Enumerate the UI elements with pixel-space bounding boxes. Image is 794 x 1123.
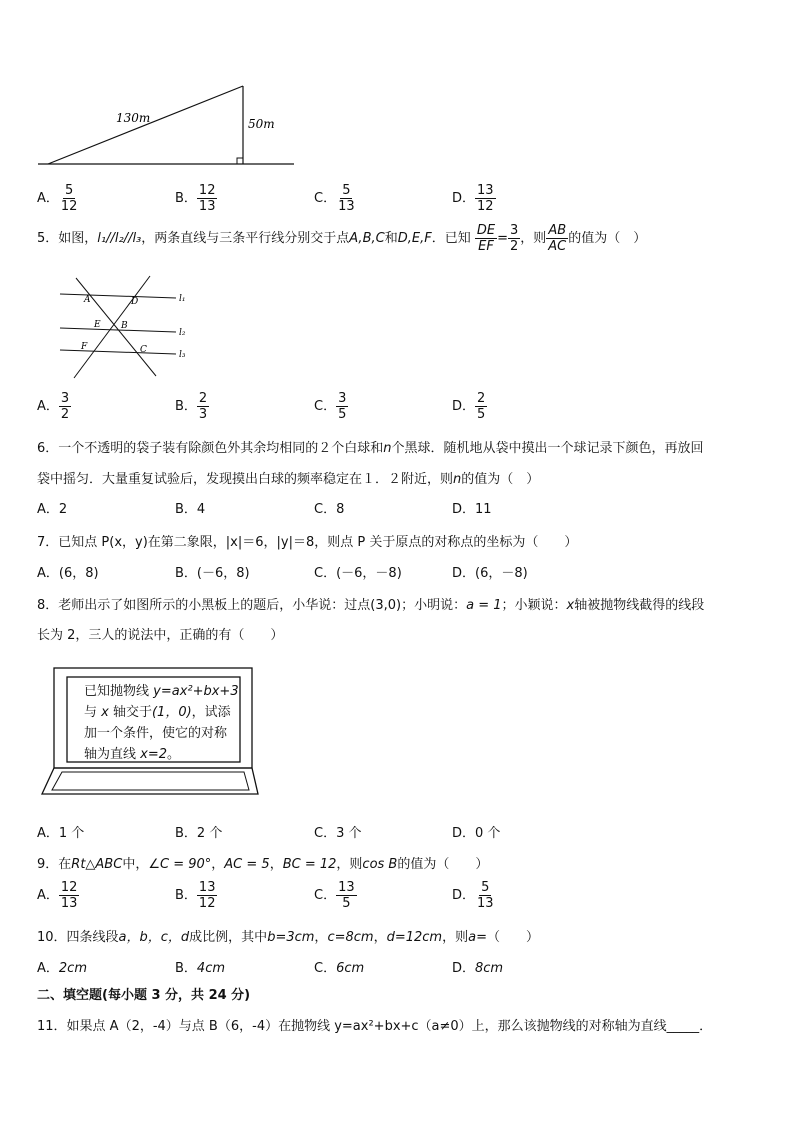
q6-option-b[interactable]: B．4 xyxy=(175,502,206,517)
q6-stem-line2: 袋中摇匀．大量重复试验后，发现摸出白球的频率稳定在１．２附近，则n的值为（ ） xyxy=(37,472,540,487)
q7-option-d[interactable]: D．(6，－8) xyxy=(452,566,528,581)
q8-option-c[interactable]: C．3 个 xyxy=(314,826,362,841)
q4-option-c[interactable]: C． $\frac{5}{13}$ xyxy=(314,183,355,214)
line-l1-label: l₁ xyxy=(179,294,186,304)
point-e-label: E xyxy=(94,320,101,330)
q11-stem: 11．如果点 A（2，-4）与点 B（6，-4）在抛物线 y=ax²+bx+c（a≠0）上，那么该抛物线的对称轴为直线_____． xyxy=(37,1019,713,1034)
section-heading: 二、填空题(每小题 3 分，共 24 分) xyxy=(37,988,251,1003)
q8-stem-line2: 长为 2，三人的说法中，正确的有（ ） xyxy=(37,628,284,643)
point-f-label: F xyxy=(81,342,88,352)
q6-option-d[interactable]: D．11 xyxy=(452,502,492,517)
line-l2-label: l₂ xyxy=(179,328,186,338)
blackboard-text: 已知抛物线 y=ax²+bx+3 与 x 轴交于(1，0)，试添 加一个条件，使它的对称 轴为直线 x=2。 xyxy=(84,684,239,762)
q4-option-d[interactable]: D． $\frac{13}{12}$ xyxy=(452,183,494,214)
q8-option-b[interactable]: B．2 个 xyxy=(175,826,223,841)
parallel-lines-figure xyxy=(52,270,197,382)
q10-stem: 10．四条线段a，b，c，d成比例，其中b=3cm，c=8cm，d=12cm，则a=（ ） xyxy=(37,930,539,945)
q5-option-c[interactable]: C． $\frac{3}{5}$ xyxy=(314,391,347,422)
q4-option-a[interactable]: A． $\frac{5}{12}$ xyxy=(37,183,78,214)
q9-option-b[interactable]: B． $\frac{13}{12}$ xyxy=(175,880,216,911)
line-l3-label: l₃ xyxy=(179,350,186,360)
q9-option-c[interactable]: C． $\frac{13}{5}$ xyxy=(314,880,355,911)
q5-option-a[interactable]: A． $\frac{3}{2}$ xyxy=(37,391,70,422)
point-c-label: C xyxy=(140,345,147,355)
q6-option-c[interactable]: C．8 xyxy=(314,502,345,517)
q7-option-b[interactable]: B．(－6，8) xyxy=(175,566,250,581)
q10-option-b[interactable]: B．4cm xyxy=(175,961,226,976)
q8-option-a[interactable]: A．1 个 xyxy=(37,826,85,841)
q8-stem-line1: 8．老师出示了如图所示的小黑板上的题后，小华说：过点(3,0)；小明说：a = 1；小颖说：x轴被抛物线截得的线段 xyxy=(37,598,705,613)
q10-option-a[interactable]: A．2cm xyxy=(37,961,87,976)
q10-option-d[interactable]: D．8cm xyxy=(452,961,504,976)
q9-stem: 9．在Rt△ABC中，∠C = 90°，AC = 5，BC = 12，则cos B的值为（ ） xyxy=(37,857,489,872)
q5-option-b[interactable]: B． $\frac{2}{3}$ xyxy=(175,391,208,422)
slope-figure xyxy=(36,82,296,172)
q7-option-a[interactable]: A．(6，8) xyxy=(37,566,99,581)
q5-stem: 5．如图，l₁//l₂//l₃，两条直线与三条平行线分别交于点A,B,C和D,E,F．已知 $\frac{DE}{EF}$ = $\frac{3}{2}$ ，则 $\frac{AB}{AC}$ 的值为（ ） xyxy=(37,223,647,254)
point-b-label: B xyxy=(121,321,128,331)
point-d-label: D xyxy=(131,297,139,307)
q10-option-c[interactable]: C．6cm xyxy=(314,961,365,976)
q7-option-c[interactable]: C．(－6，－8) xyxy=(314,566,402,581)
q4-option-b[interactable]: B． $\frac{12}{13}$ xyxy=(175,183,216,214)
hyp-length-label: 130m xyxy=(116,111,151,125)
q7-stem: 7．已知点 P(x，y)在第二象限，|x|＝6，|y|＝8，则点 P 关于原点的对称点的坐标为（ ） xyxy=(37,535,578,550)
q9-option-a[interactable]: A． $\frac{12}{13}$ xyxy=(37,880,78,911)
q9-option-d[interactable]: D． $\frac{5}{13}$ xyxy=(452,880,494,911)
q5-option-d[interactable]: D． $\frac{2}{5}$ xyxy=(452,391,486,422)
point-a-label: A xyxy=(84,295,91,305)
q8-option-d[interactable]: D．0 个 xyxy=(452,826,501,841)
q6-stem-line1: 6．一个不透明的袋子装有除颜色外其余均相同的２个白球和n个黑球．随机地从袋中摸出一个球记录下颜色，再放回 xyxy=(37,441,704,456)
q6-option-a[interactable]: A．2 xyxy=(37,502,68,517)
height-label: 50m xyxy=(248,117,275,131)
